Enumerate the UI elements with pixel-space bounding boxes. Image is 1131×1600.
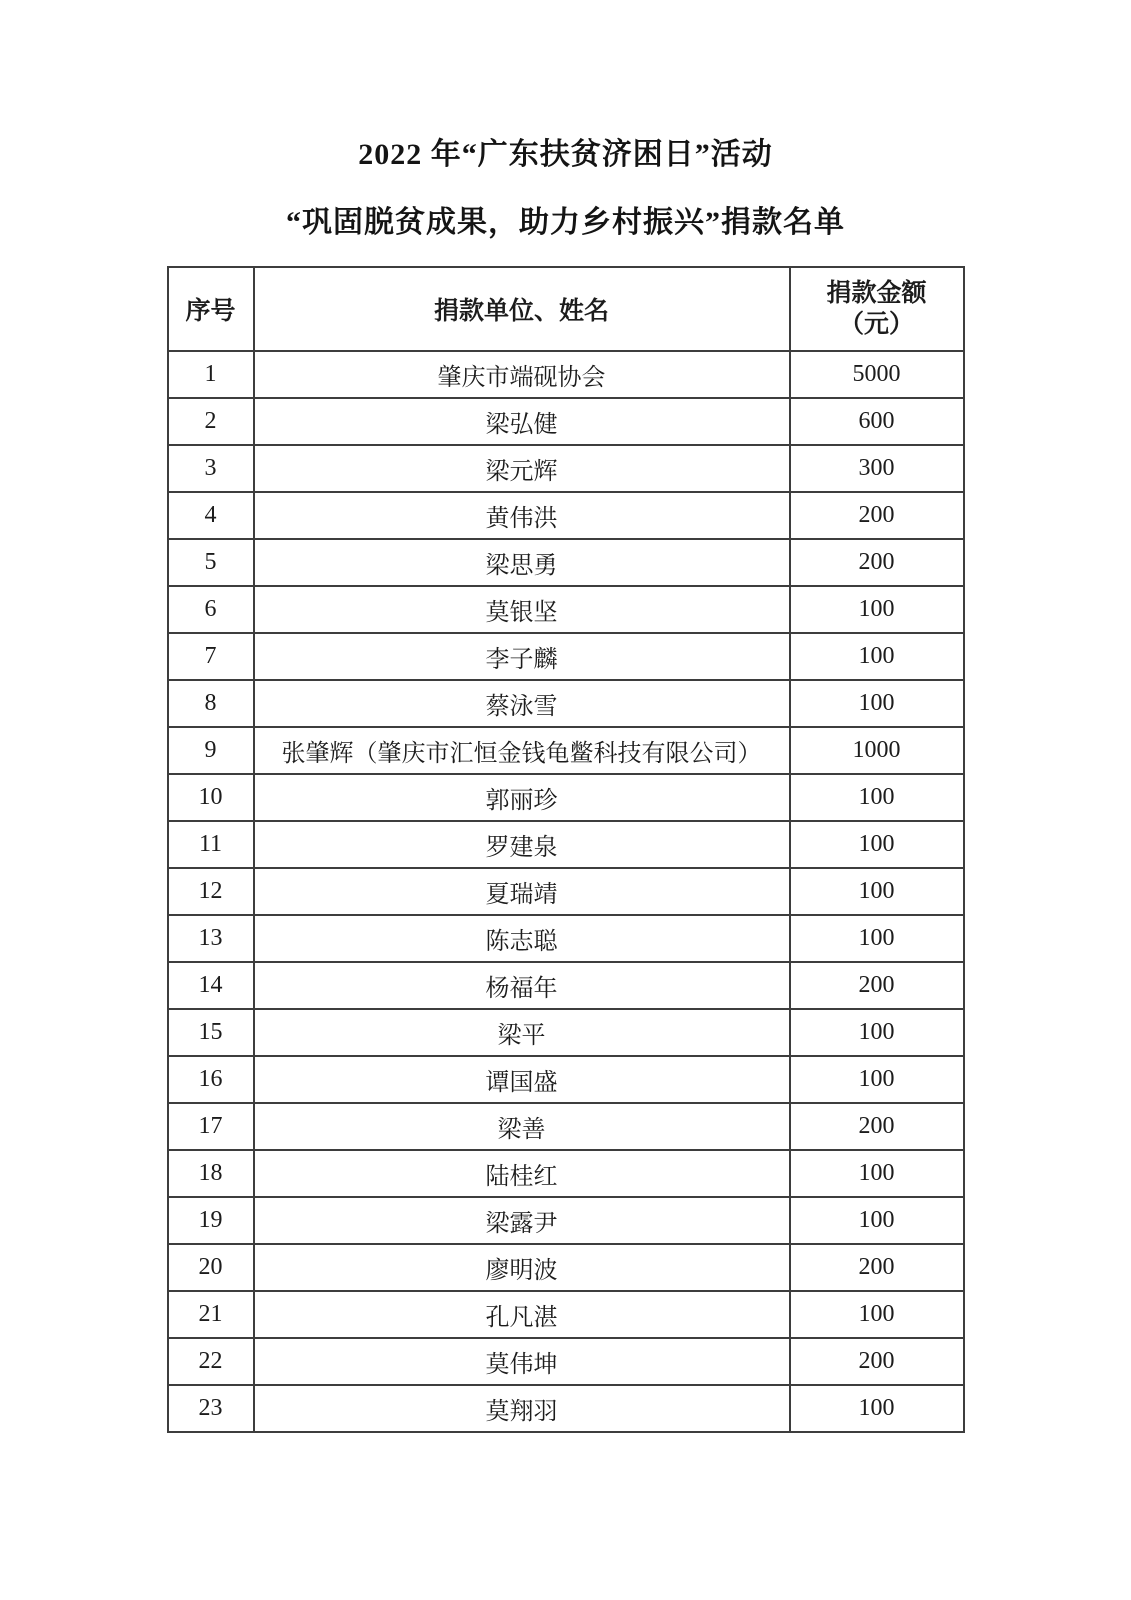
row-index: 5 (168, 539, 254, 586)
row-amount: 100 (790, 586, 964, 633)
table-header-row (168, 267, 964, 351)
row-amount: 1000 (790, 727, 964, 774)
row-name: 陆桂红 (254, 1150, 790, 1197)
row-name: 李子麟 (254, 633, 790, 680)
row-index: 15 (168, 1009, 254, 1056)
row-name: 蔡泳雪 (254, 680, 790, 727)
row-name: 陈志聪 (254, 915, 790, 962)
row-index: 22 (168, 1338, 254, 1385)
row-amount: 100 (790, 821, 964, 868)
row-index: 14 (168, 962, 254, 1009)
header-index: 序号 (168, 267, 254, 351)
table-row (168, 1385, 964, 1432)
table-row (168, 727, 964, 774)
row-amount: 100 (790, 868, 964, 915)
row-index: 21 (168, 1291, 254, 1338)
header-name: 捐款单位、姓名 (254, 267, 790, 351)
row-amount: 5000 (790, 351, 964, 398)
row-amount: 100 (790, 774, 964, 821)
table-row (168, 351, 964, 398)
row-name: 罗建泉 (254, 821, 790, 868)
row-amount: 100 (790, 1150, 964, 1197)
row-amount: 100 (790, 1009, 964, 1056)
row-name: 廖明波 (254, 1244, 790, 1291)
row-index: 9 (168, 727, 254, 774)
row-index: 7 (168, 633, 254, 680)
header-amount-line2: （元） (838, 311, 914, 338)
row-name: 张肇辉（肇庆市汇恒金钱龟鳖科技有限公司） (254, 727, 790, 774)
row-amount: 100 (790, 915, 964, 962)
row-index: 1 (168, 351, 254, 398)
table-row (168, 915, 964, 962)
table-row (168, 1056, 964, 1103)
row-amount: 100 (790, 1291, 964, 1338)
table-row (168, 1150, 964, 1197)
row-name: 谭国盛 (254, 1056, 790, 1103)
table-header (168, 267, 964, 351)
row-amount: 100 (790, 633, 964, 680)
table-row (168, 680, 964, 727)
document-title-line2: “巩固脱贫成果，助力乡村振兴”捐款名单 (286, 206, 845, 239)
table-row (168, 1103, 964, 1150)
row-name: 杨福年 (254, 962, 790, 1009)
row-name: 莫翔羽 (254, 1385, 790, 1432)
row-name: 孔凡湛 (254, 1291, 790, 1338)
table-row (168, 1338, 964, 1385)
row-name: 梁平 (254, 1009, 790, 1056)
row-index: 20 (168, 1244, 254, 1291)
row-name: 梁露尹 (254, 1197, 790, 1244)
table-body (168, 351, 964, 1432)
table-row (168, 586, 964, 633)
row-name: 莫伟坤 (254, 1338, 790, 1385)
row-name: 郭丽珍 (254, 774, 790, 821)
table-row (168, 398, 964, 445)
table-row (168, 492, 964, 539)
row-amount: 600 (790, 398, 964, 445)
row-index: 2 (168, 398, 254, 445)
row-name: 莫银坚 (254, 586, 790, 633)
row-index: 17 (168, 1103, 254, 1150)
row-index: 4 (168, 492, 254, 539)
row-amount: 200 (790, 539, 964, 586)
header-amount (790, 267, 964, 351)
row-amount: 200 (790, 1103, 964, 1150)
row-index: 19 (168, 1197, 254, 1244)
row-index: 6 (168, 586, 254, 633)
table-row (168, 962, 964, 1009)
row-amount: 100 (790, 680, 964, 727)
table-row (168, 1197, 964, 1244)
table-row (168, 539, 964, 586)
row-index: 18 (168, 1150, 254, 1197)
row-name: 夏瑞靖 (254, 868, 790, 915)
table-row (168, 633, 964, 680)
row-index: 8 (168, 680, 254, 727)
table-row (168, 774, 964, 821)
table-row (168, 445, 964, 492)
table-row (168, 1009, 964, 1056)
table-row (168, 1244, 964, 1291)
row-amount: 100 (790, 1056, 964, 1103)
table-row (168, 868, 964, 915)
row-index: 3 (168, 445, 254, 492)
donation-table (167, 266, 965, 1433)
header-amount-line1: 捐款金额 (826, 279, 927, 307)
row-index: 23 (168, 1385, 254, 1432)
row-index: 11 (168, 821, 254, 868)
row-amount: 200 (790, 492, 964, 539)
document-title-line1: 2022 年“广东扶贫济困日”活动 (358, 138, 773, 171)
table-row (168, 1291, 964, 1338)
row-name: 黄伟洪 (254, 492, 790, 539)
row-index: 10 (168, 774, 254, 821)
row-amount: 200 (790, 962, 964, 1009)
row-name: 梁思勇 (254, 539, 790, 586)
row-index: 16 (168, 1056, 254, 1103)
row-amount: 300 (790, 445, 964, 492)
row-name: 梁元辉 (254, 445, 790, 492)
row-amount: 200 (790, 1338, 964, 1385)
row-index: 13 (168, 915, 254, 962)
table-row (168, 821, 964, 868)
row-amount: 200 (790, 1244, 964, 1291)
row-amount: 100 (790, 1385, 964, 1432)
row-amount: 100 (790, 1197, 964, 1244)
row-index: 12 (168, 868, 254, 915)
row-name: 梁弘健 (254, 398, 790, 445)
row-name: 肇庆市端砚协会 (254, 351, 790, 398)
row-name: 梁善 (254, 1103, 790, 1150)
